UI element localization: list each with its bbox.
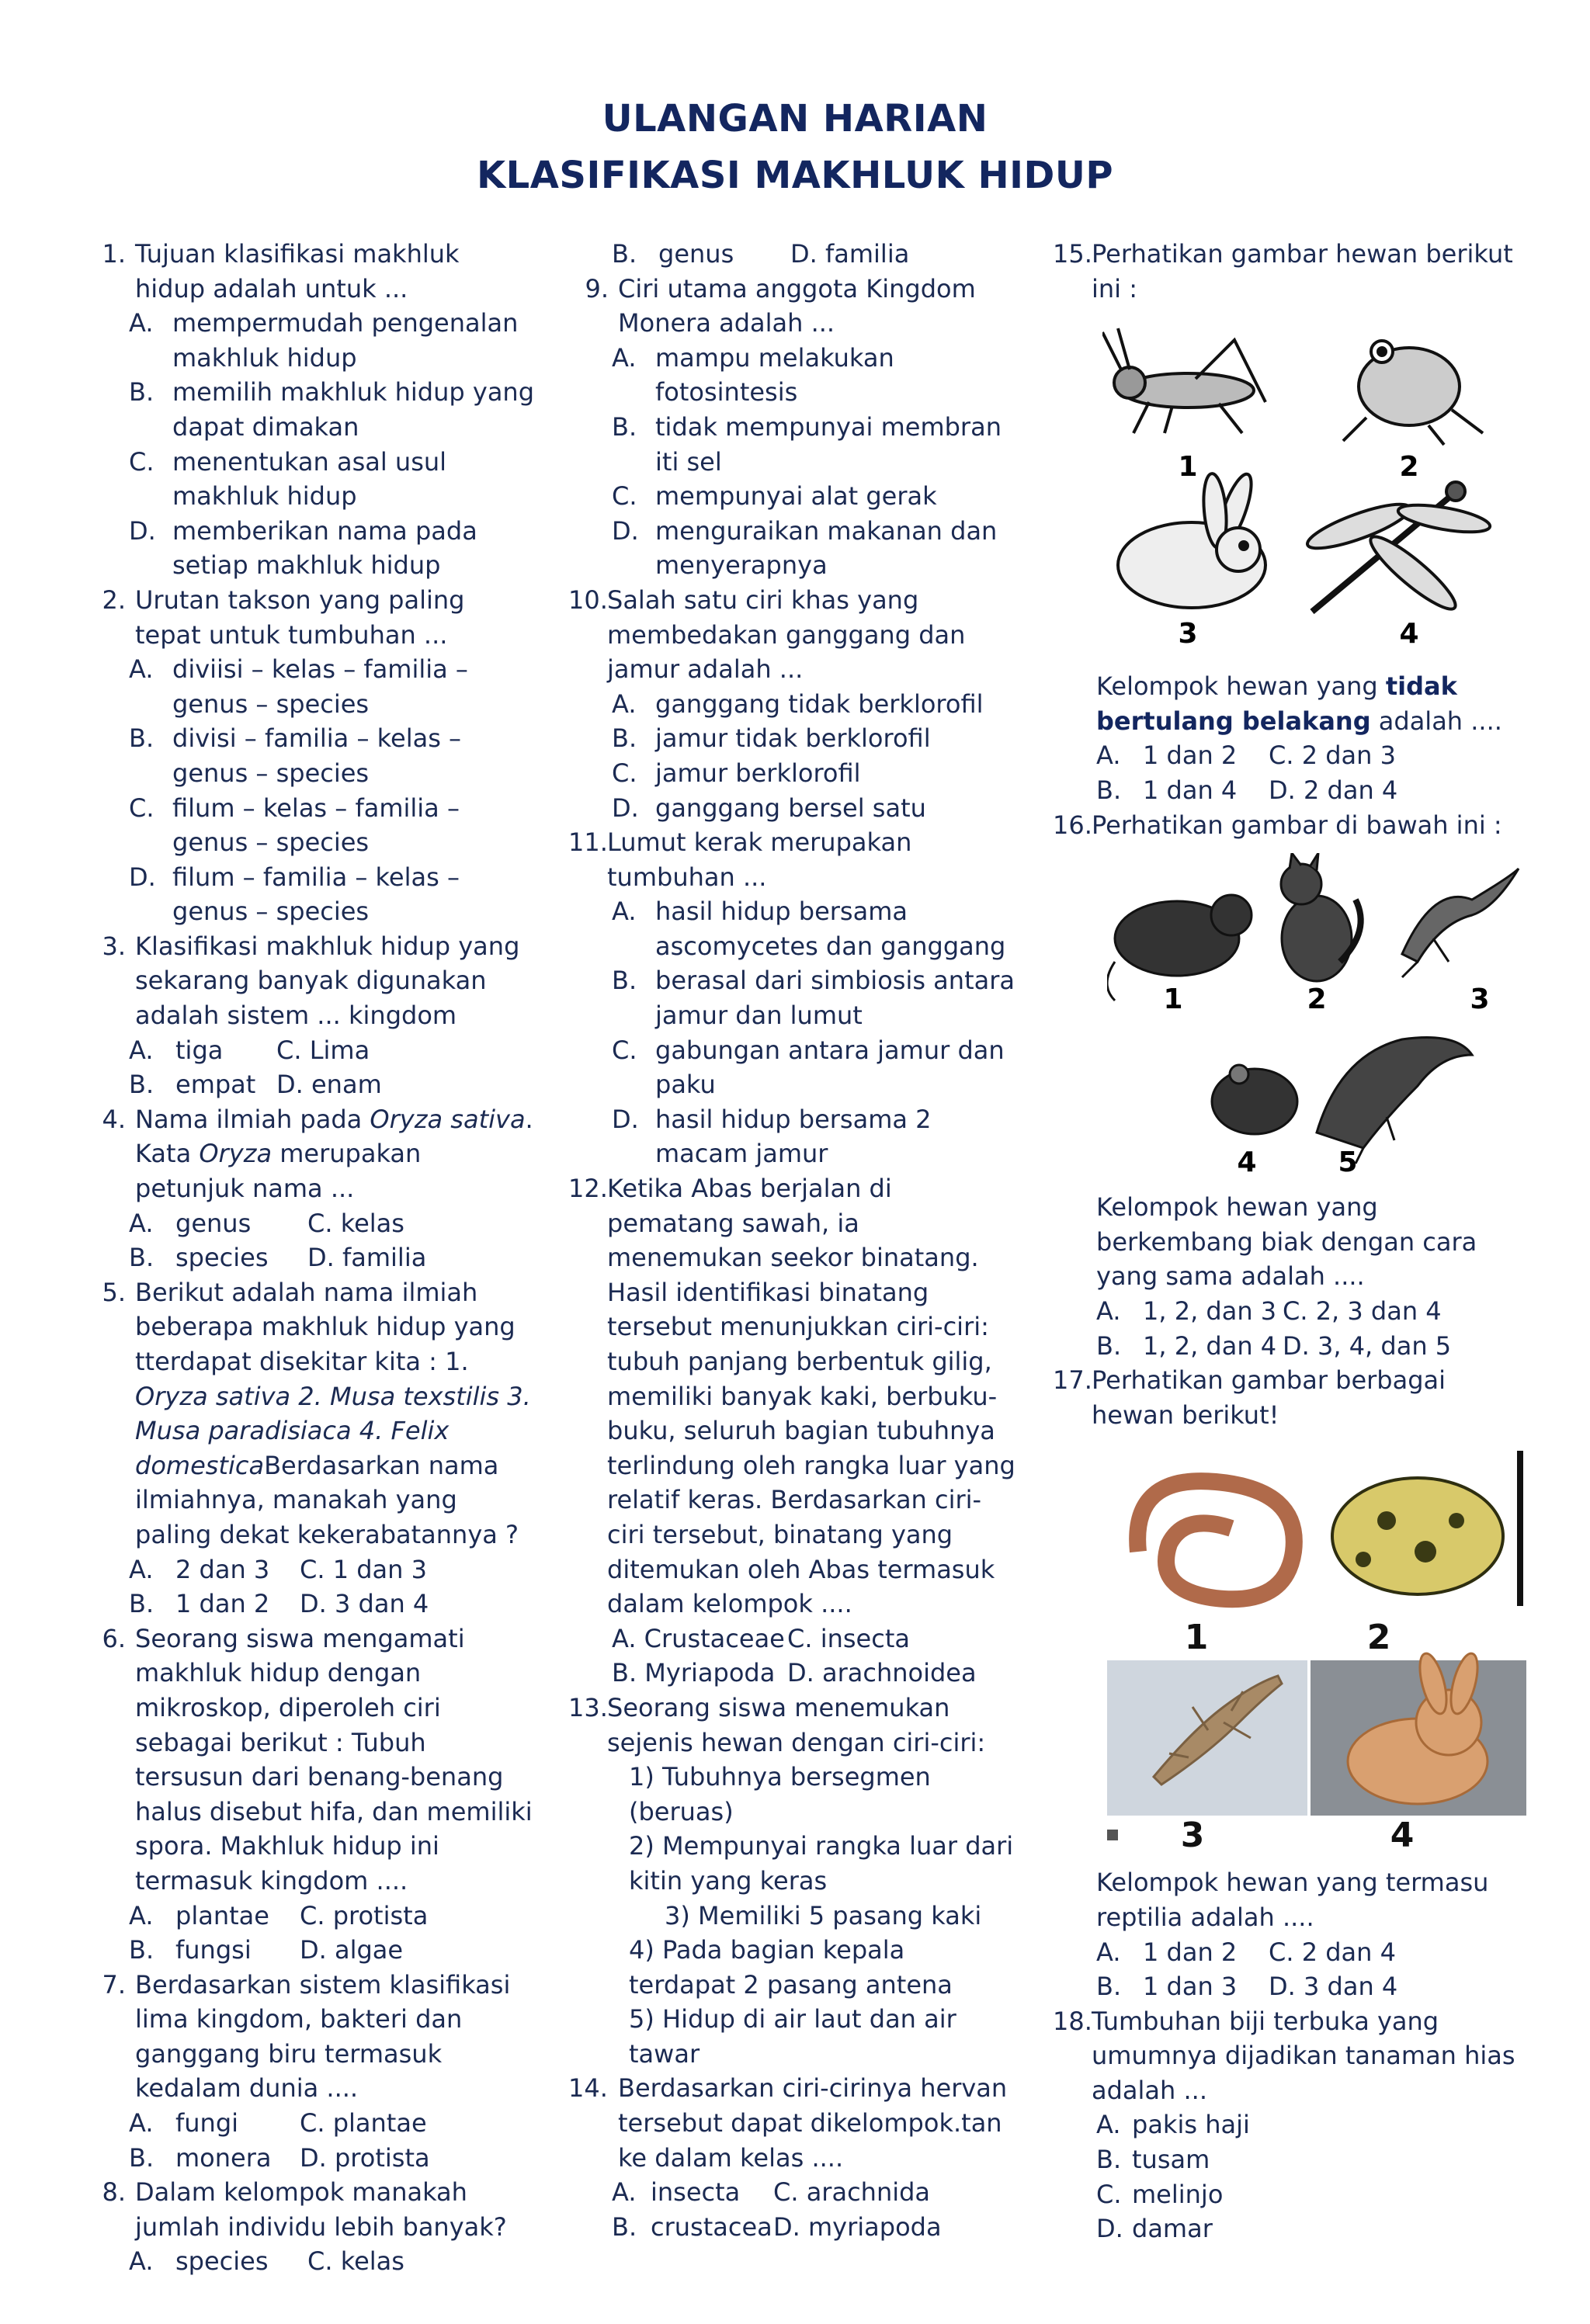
question-text: Ketika Abas berjalan di pematang sawah, ia menemukan seekor binatang. Hasil identifikasi binatang tersebut menunjukkan ciri-ciri: tubuh panjang berbentuk gilig, memiliki banyak kaki, berbuku-buku, seluruh bagian tubuhnya terlindung oleh rangka luar yang relatif keras. Berdasarkan ciri-ciri tersebut, binatang yang ditemukan oleh Abas termasuk dalam kelompok .... <box>607 1174 1015 1619</box>
option-b[interactable]: B. tusam <box>1096 2145 1210 2175</box>
list-item: 5) Hidup di air laut dan air tawar <box>629 2004 956 2069</box>
figure-label: 1 <box>1178 451 1198 484</box>
question-text: Seorang siswa mengamati makhluk hidup dengan mikroskop, diperoleh ciri sebagai berikut : Tubuh tersusun dari benang-benang halus disebut hifa, dan memiliki spora. Makhluk hidup ini termasuk kingdom .... <box>135 1623 533 1896</box>
question-11 <box>568 825 1019 894</box>
figure-label: 4 <box>1390 1816 1415 1855</box>
frog-icon <box>1332 1478 1503 1594</box>
lizard-icon <box>1402 869 1519 977</box>
question-10 <box>568 583 1019 687</box>
figure-label: 5 <box>1338 1146 1358 1179</box>
figure-vertebrates <box>1107 1451 1526 1854</box>
options-row-1[interactable]: A. insecta C. arachnida <box>612 2177 931 2208</box>
option-a[interactable]: A. hasil hidup bersama ascomycetes dan ganggang <box>612 897 1006 961</box>
option-c[interactable]: C. filum – kelas – familia – genus – species <box>129 793 460 858</box>
option-a[interactable]: A. pakis haji <box>1096 2110 1250 2140</box>
scientific-name: Oryza <box>199 1139 273 1169</box>
title-line-2: KLASIFIKASI MAKHLUK HIDUP <box>476 154 1114 197</box>
column-1 <box>85 237 536 2279</box>
question-text: Berdasarkan ciri-cirinya hervan tersebut dapat dikelompok.tan ke dalam kelas .... <box>618 2073 1008 2173</box>
question-18 <box>1053 2004 1534 2108</box>
option-a[interactable]: A. mempermudah pengenalan makhluk hidup <box>129 308 519 373</box>
option-d[interactable]: D. menguraikan makanan dan menyerapnya <box>612 515 998 581</box>
option-b[interactable]: B. berasal dari simbiosis antara jamur dan lumut <box>612 966 1015 1031</box>
list-item: 3) Memiliki 5 pasang kaki <box>665 1900 982 1930</box>
frog-icon <box>1212 1065 1297 1134</box>
figure-label: 2 <box>1307 983 1327 1016</box>
option-c[interactable]: C. mempunyai alat gerak <box>612 481 937 512</box>
crocodile-icon <box>1317 1038 1472 1164</box>
options-row-1[interactable]: A. plantae C. protista <box>129 1900 429 1930</box>
question-number: 15. <box>1053 239 1092 269</box>
question-number: 16. <box>1053 810 1092 840</box>
question-text: Perhatikan gambar di bawah ini : <box>1092 810 1502 840</box>
options-row-2[interactable]: B. crustacea D. myriapoda <box>612 2211 942 2242</box>
list-item: 1) Tubuhnya bersegmen (beruas) <box>629 1762 931 1826</box>
option-d[interactable]: D. filum – familia – kelas – genus – species <box>129 862 460 927</box>
figure-label: 2 <box>1366 1618 1391 1658</box>
figure-label: 3 <box>1178 618 1198 650</box>
question-number: 5. <box>102 1277 126 1307</box>
question-text: Perhatikan gambar berbagai hewan berikut! <box>1092 1365 1446 1430</box>
dragonfly-icon <box>1304 482 1492 617</box>
question-4: 4. Nama ilmiah pada Oryza sativa. Kata Oryza merupakan petunjuk nama ... <box>85 1102 536 1206</box>
figure-label: 1 <box>1184 1618 1209 1658</box>
question-number: 14. <box>568 2073 608 2104</box>
figure-label: 1 <box>1163 983 1183 1016</box>
option-b[interactable]: B. divisi – familia – kelas – genus – species <box>129 723 462 788</box>
options-row-1[interactable]: A. Crustaceae C. insecta <box>612 1623 910 1653</box>
question-15 <box>1053 237 1534 306</box>
option-d[interactable]: D. memberikan nama pada setiap makhluk hidup <box>129 515 477 581</box>
option-c[interactable]: C. menentukan asal usul makhluk hidup <box>129 446 447 512</box>
question-8 <box>85 2175 536 2244</box>
options-row-1[interactable]: A. 1 dan 2 C. 2 dan 3 <box>1096 741 1396 771</box>
question-number: 2. <box>102 584 126 615</box>
question-3 <box>85 929 536 1033</box>
question-6 <box>85 1622 536 1899</box>
question-number: 4. <box>102 1104 126 1134</box>
question-text: Seorang siswa menemukan sejenis hewan dengan ciri-ciri: <box>607 1692 986 1757</box>
question-number: 9. <box>585 273 609 304</box>
option-d[interactable]: D. ganggang bersel satu <box>612 793 926 823</box>
figure-invertebrates <box>1102 317 1522 658</box>
option-b[interactable]: B. tidak mempunyai membran iti sel <box>612 411 1002 477</box>
option-a[interactable]: A. mampu melakukan fotosintesis <box>612 342 894 408</box>
question-text: Dalam kelompok manakah jumlah individu lebih banyak? <box>135 2177 507 2242</box>
list-item: 2) Mempunyai rangka luar dari <box>629 1831 1014 1861</box>
options-row-2[interactable]: B. empat D. enam <box>129 1070 382 1100</box>
options-row-2[interactable]: B. 1, 2, dan 4 D. 3, 4, dan 5 <box>1096 1330 1452 1361</box>
animal-photo-grid <box>1107 1451 1526 1854</box>
option-b[interactable]: B. memilih makhluk hidup yang dapat dimakan <box>129 377 535 442</box>
question-17 <box>1053 1363 1534 1432</box>
figure-label: 4 <box>1399 618 1419 650</box>
figure-label: 3 <box>1180 1816 1205 1855</box>
options-row-2[interactable]: B. species D. familia <box>129 1243 427 1273</box>
question-text: Berdasarkan sistem klasifikasi lima kingdom, bakteri dan ganggang biru termasuk kedalam dunia .... <box>135 1969 511 2104</box>
options-row-1[interactable]: A. fungi C. plantae <box>129 2108 427 2138</box>
cat-icon <box>1281 853 1361 981</box>
title-line-1: ULANGAN HARIAN <box>602 97 988 140</box>
question-number: 7. <box>102 1969 126 2000</box>
figure-label: 4 <box>1237 1146 1257 1179</box>
scientific-name: Oryza sativa <box>370 1104 526 1134</box>
animal-photo-grid <box>1107 853 1526 1179</box>
question-number: 1. <box>102 239 126 269</box>
option-c[interactable]: C. melinjo <box>1096 2179 1224 2209</box>
options-row-1[interactable]: A. tiga C. Lima <box>129 1035 370 1065</box>
frog-icon <box>1343 341 1483 445</box>
question-13 <box>568 1691 1019 1760</box>
question-2 <box>85 583 536 652</box>
question-number: 13. <box>568 1692 608 1722</box>
question-text: Lumut kerak merupakan tumbuhan ... <box>607 827 912 892</box>
column-3 <box>1053 237 1534 2246</box>
options-row-1[interactable]: A. 1 dan 2 C. 2 dan 4 <box>1096 1937 1396 1967</box>
options-row-2[interactable]: B. 1 dan 4 D. 2 dan 4 <box>1096 775 1398 805</box>
question-number: 6. <box>102 1623 126 1653</box>
figure-animals <box>1107 853 1526 1179</box>
question-number: 10. <box>568 584 608 615</box>
option-a[interactable]: A. diviisi – kelas – familia – genus – species <box>129 654 468 719</box>
animal-illustration-grid <box>1102 317 1522 658</box>
question-12 <box>568 1171 1019 1622</box>
question-text: Tumbuhan biji terbuka yang umumnya dijadikan tanaman hias adalah ... <box>1092 2006 1515 2105</box>
question-1 <box>85 237 536 306</box>
question-text: Urutan takson yang paling tepat untuk tumbuhan ... <box>135 584 465 650</box>
question-text: Perhatikan gambar hewan berikut ini : <box>1092 239 1513 304</box>
scientific-names: Oryza sativa 2. Musa texstilis 3. Musa paradisiaca 4. Felix domestica <box>135 1381 531 1480</box>
options-row-2[interactable]: B. fungsi D. algae <box>129 1935 404 1965</box>
options-row-1[interactable]: A. genus C. kelas <box>129 1208 404 1238</box>
options-row-2[interactable]: B. monera D. protista <box>129 2142 430 2173</box>
option-a[interactable]: A. ganggang tidak berklorofil <box>612 689 984 719</box>
option-b[interactable]: B. jamur tidak berklorofil <box>612 723 931 754</box>
snake-icon <box>1137 1481 1294 1599</box>
figure-label: 2 <box>1399 451 1419 484</box>
question-text: Klasifikasi makhluk hidup yang sekarang banyak digunakan adalah sistem ... kingdom <box>135 931 520 1031</box>
question-number: 17. <box>1053 1365 1092 1396</box>
rabbit-icon <box>1118 470 1265 608</box>
options-row-2[interactable]: B. 1 dan 3 D. 3 dan 4 <box>1096 1972 1398 2002</box>
list-item: kitin yang keras <box>629 1865 828 1896</box>
question-7 <box>85 1968 536 2106</box>
question-text: Tujuan klasifikasi makhluk hidup adalah untuk ... <box>135 239 460 304</box>
question-number: 12. <box>568 1174 608 1204</box>
option-d[interactable]: D. hasil hidup bersama 2 macam jamur <box>612 1104 932 1169</box>
question-5: 5. Berikut adalah nama ilmiah beberapa makhluk hidup yang tterdapat disekitar kita : 1. Oryza sativa 2. Musa texstilis 3. Musa paradisiaca 4. Felix domesticaBerdasarkan nama ilmiahnya, manakah yang paling dekat kekerabatannya ? <box>85 1275 536 1552</box>
question-text: Ciri utama anggota Kingdom Monera adalah ... <box>618 273 976 338</box>
option-d[interactable]: D. damar <box>1096 2214 1213 2244</box>
question-14 <box>568 2071 1019 2175</box>
characteristic-list <box>568 1760 1019 2071</box>
options-row-1[interactable]: A. 2 dan 3 C. 1 dan 3 <box>129 1554 427 1584</box>
figure-label: 3 <box>1470 983 1490 1016</box>
option-c[interactable]: C. gabungan antara jamur dan paku <box>612 1035 1005 1100</box>
grasshopper-icon <box>1102 328 1265 433</box>
question-number: 18. <box>1053 2006 1092 2036</box>
question-text: Salah satu ciri khas yang membedakan ganggang dan jamur adalah ... <box>607 584 966 685</box>
column-2 <box>568 237 1019 2244</box>
list-item: 4) Pada bagian kepala terdapat 2 pasang antena <box>629 1935 953 2000</box>
question-15-prompt: Kelompok hewan yang tidak bertulang belakang adalah .... <box>1096 671 1502 736</box>
question-17-prompt: Kelompok hewan yang termasu reptilia adalah .... <box>1096 1868 1489 1932</box>
options-row-1[interactable]: A. 1, 2, dan 3 C. 2, 3 dan 4 <box>1096 1296 1442 1326</box>
question-16 <box>1053 808 1534 843</box>
options-row-1[interactable]: A. species C. kelas <box>129 2246 404 2277</box>
options-row-2[interactable]: B. Myriapoda D. arachnoidea <box>612 1658 977 1688</box>
question-number: 3. <box>102 931 126 961</box>
option-c[interactable]: C. jamur berklorofil <box>612 758 861 788</box>
question-9 <box>568 272 1019 341</box>
question-number: 8. <box>102 2177 126 2208</box>
question-16-prompt: Kelompok hewan yang berkembang biak dengan cara yang sama adalah .... <box>1096 1192 1477 1292</box>
options-row-2[interactable]: B. 1 dan 2 D. 3 dan 4 <box>129 1589 429 1619</box>
options-row-2[interactable]: B. genus D. familia <box>612 239 910 269</box>
question-number: 11. <box>568 827 608 858</box>
